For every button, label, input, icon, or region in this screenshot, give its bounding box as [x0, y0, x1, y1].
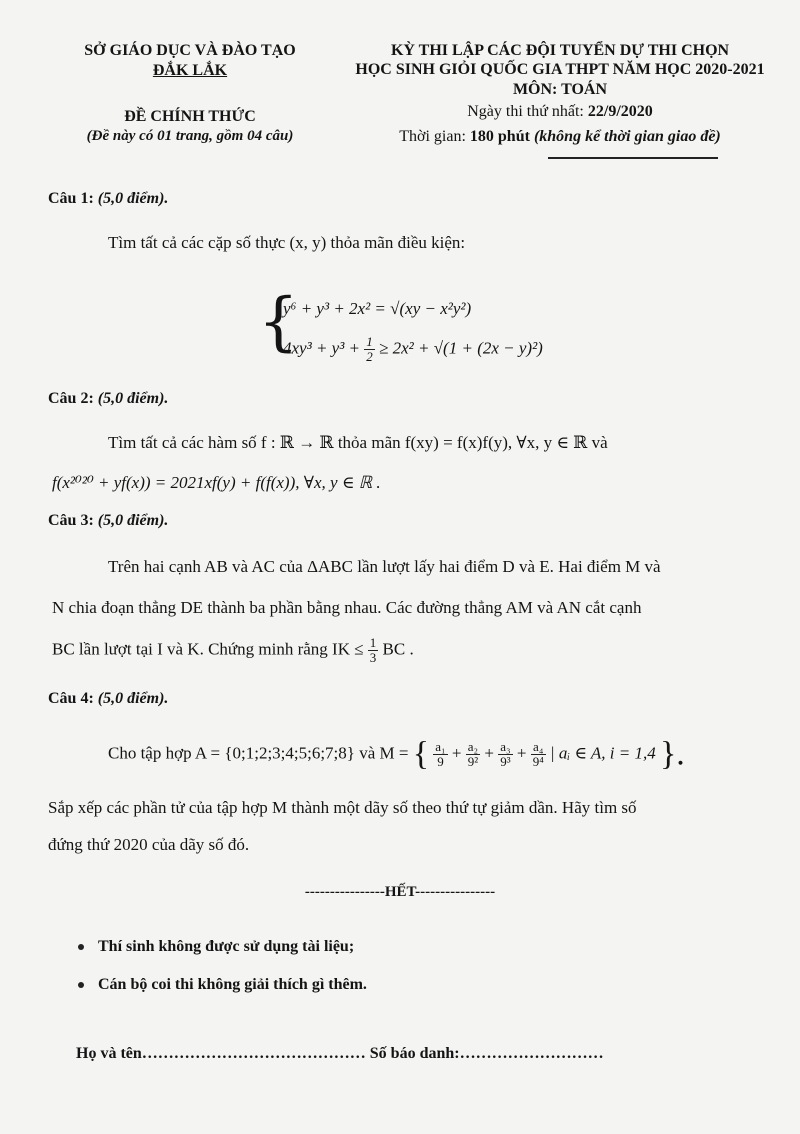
- exam-title-line1: KỲ THI LẬP CÁC ĐỘI TUYỂN DỰ THI CHỌN: [390, 42, 730, 59]
- note-2: Cán bộ coi thi không giải thích gì thêm.: [78, 976, 367, 994]
- set-open-brace: {: [412, 735, 430, 773]
- question-4-line-2: Sắp xếp các phần tử của tập hợp M thành một dãy số theo thứ tự giảm dần. Hãy tìm số: [48, 798, 637, 817]
- system-brace: {: [258, 285, 299, 359]
- set-term-4: $\frac{\text{a₄}}{\text{9⁴}}$: [532, 739, 544, 769]
- question-3-title: Câu 3: (5,0 điểm).: [48, 512, 169, 529]
- question-4-line-3: đứng thứ 2020 của dãy số đó.: [48, 835, 250, 854]
- question-2-line-2: f(x²⁰²⁰ + yf(x)) = 2021xf(y) + f(f(x)), ∀x, y ∈ ℝ .: [52, 473, 381, 492]
- question-1-text: Tìm tất cả các cặp số thực (x, y) thỏa mãn điều kiện:: [108, 233, 466, 252]
- department-name: SỞ GIÁO DỤC VÀ ĐÀO TẠO: [84, 42, 296, 59]
- question-2-title: Câu 2: (5,0 điểm).: [48, 390, 169, 407]
- header-divider: [548, 157, 718, 159]
- question-1-equation-2: 4xy³ + y³ + $\frac{1}{2}$ ≥ 2x² + √(1 + (2x − y)²): [283, 334, 543, 364]
- bullet-icon: [78, 944, 84, 950]
- subject: MÔN: TOÁN: [512, 81, 608, 98]
- exam-title-line2: HỌC SINH GIỎI QUỐC GIA THPT NĂM HỌC 2020-2021: [355, 61, 765, 78]
- question-3-line-3: BC lần lượt tại I và K. Chứng minh rằng IK ≤ $\frac{1}{3}$ BC .: [52, 635, 414, 665]
- exam-date: Ngày thi thứ nhất: 22/9/2020: [467, 103, 653, 120]
- question-3-line-1: Trên hai cạnh AB và AC của ΔABC lần lượt lấy hai điểm D và E. Hai điểm M và: [108, 557, 661, 576]
- question-4-line-1: Cho tập hợp A = {0;1;2;3;4;5;6;7;8} và M = { $\frac{\text{a₁}}{9}$ + $\frac{\text{a₂}}{\text{9²}}$ + $\frac{\text{a₃}}{\text{9³}}$ + $\frac{\text{a₄}}{\text{9⁴}}$ | aᵢ ∈ A, i = 1,4 }.: [108, 735, 685, 773]
- set-term-3: $\frac{\text{a₃}}{\text{9³}}$: [500, 739, 511, 769]
- exam-page-note: (Đề này có 01 trang, gồm 04 câu): [86, 128, 294, 144]
- question-1-equation-1: y⁶ + y³ + 2x² = √(xy − x²y²): [283, 299, 472, 318]
- bullet-icon: [78, 982, 84, 988]
- set-term-2: $\frac{\text{a₂}}{\text{9²}}$: [467, 739, 479, 769]
- fraction-one-half: $\frac{1}{2}$: [366, 334, 373, 364]
- end-mark: ----------------HẾT----------------: [304, 884, 496, 900]
- question-4-title: Câu 4: (5,0 điểm).: [48, 690, 169, 707]
- question-3-line-2: N chia đoạn thẳng DE thành ba phần bằng nhau. Các đường thẳng AM và AN cắt cạnh: [52, 598, 642, 617]
- official-exam-label: ĐỀ CHÍNH THỨC: [124, 108, 256, 125]
- set-term-1: $\frac{\text{a₁}}{9}$: [435, 739, 446, 769]
- fraction-one-third: $\frac{1}{3}$: [369, 635, 377, 665]
- province-name: ĐẮK LẮK: [152, 62, 228, 79]
- exam-duration: Thời gian: 180 phút (không kể thời gian giao đề): [399, 128, 721, 145]
- note-1: Thí sinh không được sử dụng tài liệu;: [78, 938, 354, 956]
- set-close-brace: }.: [659, 735, 685, 773]
- question-2-line-1: Tìm tất cả các hàm số f : ℝ → ℝ thỏa mãn f(xy) = f(x)f(y), ∀x, y ∈ ℝ và: [108, 433, 608, 452]
- question-1-title: Câu 1: (5,0 điểm).: [48, 190, 169, 207]
- candidate-info-line: Họ và tên…………………………………… Số báo danh:………………………: [76, 1045, 604, 1062]
- set-condition: | aᵢ ∈ A, i = 1,4: [549, 743, 656, 763]
